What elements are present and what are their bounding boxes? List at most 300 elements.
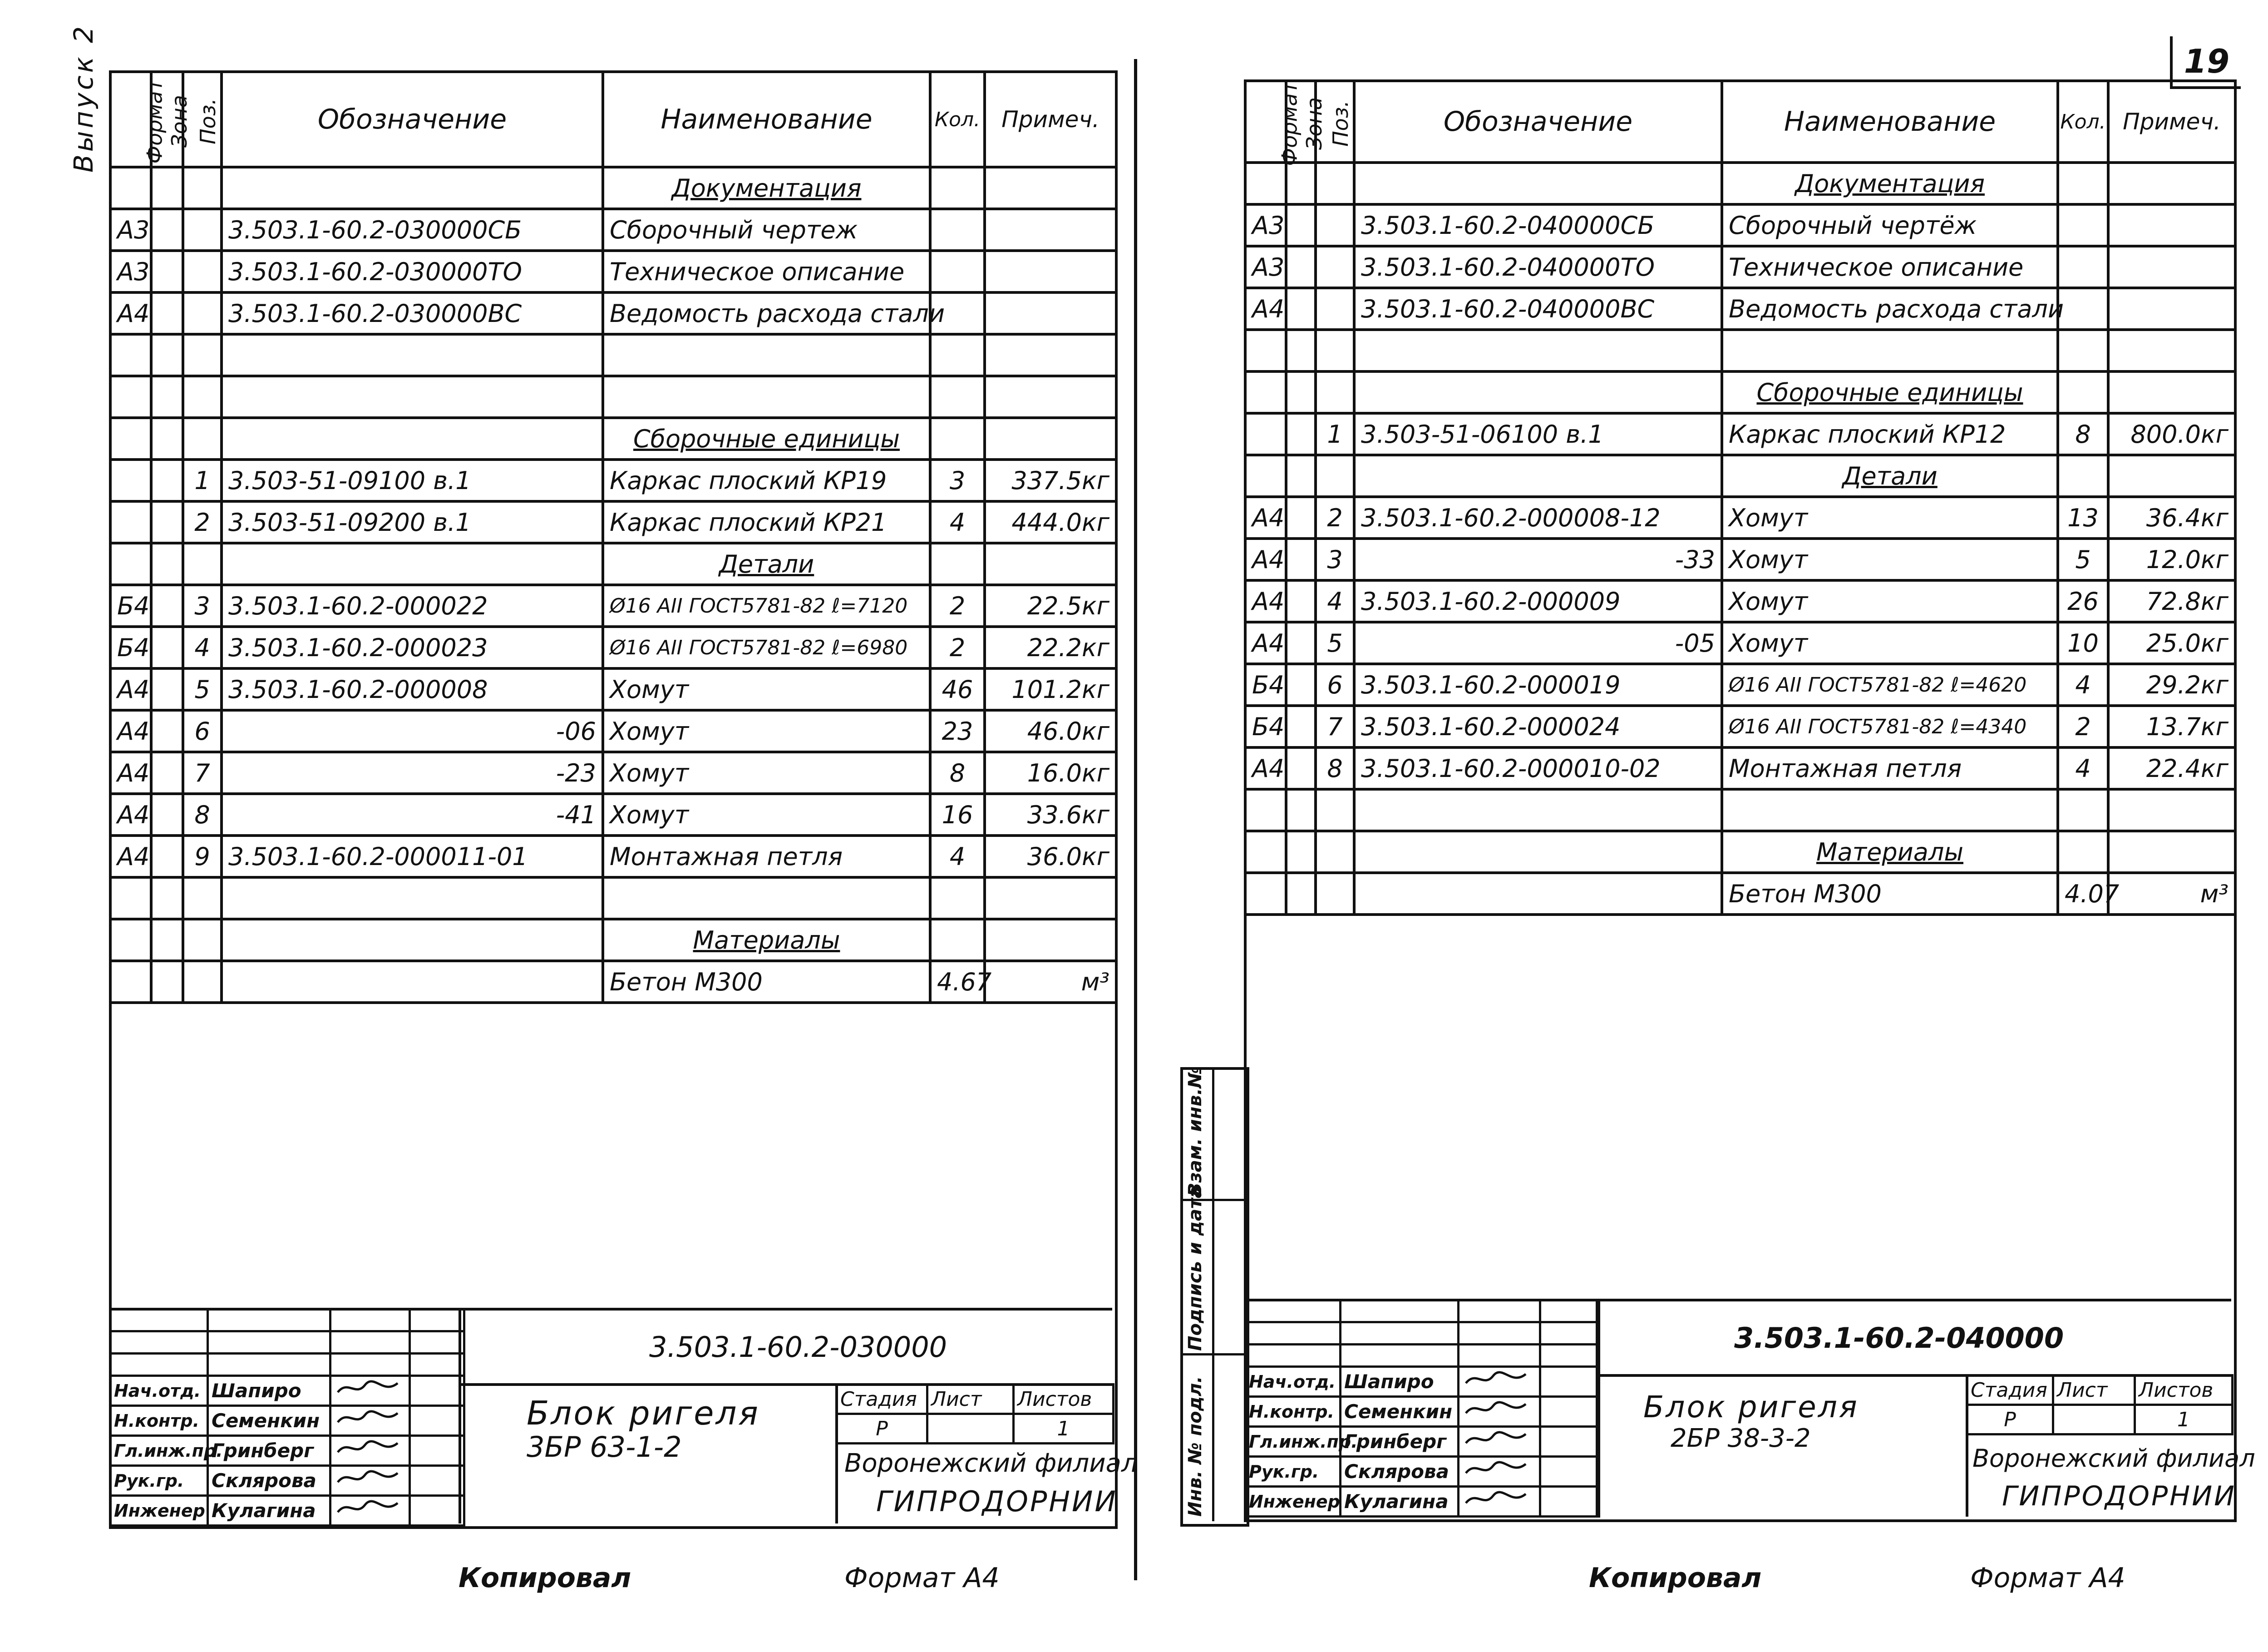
qty-cell: [930, 167, 985, 209]
qty-cell: [930, 251, 985, 292]
zone-cell: [1286, 831, 1316, 873]
format-cell: А4: [1245, 622, 1286, 664]
pos-cell: [183, 251, 222, 292]
spec-row: [110, 794, 1116, 836]
zone-cell: [151, 460, 183, 501]
format-cell: Б4: [1245, 706, 1286, 747]
note-cell: [2108, 204, 2235, 246]
date-cell: [410, 1436, 464, 1466]
note-cell: [985, 292, 1116, 334]
left-org2: ГИПРОДОРНИИ: [876, 1485, 1118, 1518]
spec-row: [1245, 622, 2235, 664]
date-cell: [410, 1406, 464, 1436]
pos-cell: 6: [183, 710, 222, 752]
signature-row: [110, 1466, 464, 1496]
zone-cell: [151, 919, 183, 961]
signature-scribble: [334, 1437, 402, 1459]
zone-cell: [151, 585, 183, 627]
note-cell: [985, 251, 1116, 292]
revision-row: [1245, 1345, 1599, 1367]
qty-cell: [930, 877, 985, 919]
qty-cell: 2: [930, 585, 985, 627]
format-cell: [1245, 330, 1286, 371]
person-name-cell: Гринберг: [1341, 1427, 1459, 1457]
person-name-cell: Семенкин: [208, 1406, 330, 1436]
qty-cell: 3: [930, 460, 985, 501]
name-cell: Монтажная петля: [603, 836, 930, 877]
spec-row: [110, 292, 1116, 334]
zone-cell: [1286, 873, 1316, 915]
right-stage-table: [1966, 1374, 2233, 1435]
stage-value: Р: [1967, 1405, 2053, 1434]
date-cell: [410, 1496, 464, 1526]
header-pos: Поз.: [183, 72, 222, 167]
pos-cell: 6: [1316, 664, 1354, 706]
note-cell: 72.8кг: [2108, 580, 2235, 622]
spec-row: [110, 251, 1116, 292]
note-cell: [985, 209, 1116, 251]
name-cell: Ø16 АII ГОСТ5781-82 ℓ=7120: [603, 585, 930, 627]
zone-cell: [1286, 371, 1316, 413]
designation-cell: [222, 919, 603, 961]
spec-row: [1245, 539, 2235, 580]
qty-cell: 8: [930, 752, 985, 794]
name-cell: Документация: [1722, 163, 2058, 204]
role-cell: Гл.инж.пр.: [1245, 1427, 1341, 1457]
left-title-line2: 3БР 63-1-2: [527, 1430, 682, 1464]
role-cell: Гл.инж.пр.: [110, 1436, 208, 1466]
person-name-cell: Шапиро: [208, 1376, 330, 1406]
format-cell: [110, 334, 151, 376]
left-doc-code: 3.503.1-60.2-030000: [649, 1331, 947, 1364]
qty-cell: [2058, 831, 2108, 873]
sheet-label: Лист: [927, 1385, 1014, 1414]
header-format: Формат: [110, 72, 151, 167]
stamp-divider: [1212, 1067, 1214, 1521]
pos-cell: [183, 543, 222, 585]
revision-cell: [1341, 1300, 1459, 1322]
qty-cell: 4.07: [2058, 873, 2108, 915]
designation-cell: -33: [1354, 539, 1722, 580]
note-cell: 12.0кг: [2108, 539, 2235, 580]
role-cell: Рук.гр.: [1245, 1457, 1341, 1487]
sheets-label: Листов: [1014, 1385, 1114, 1414]
format-cell: А4: [110, 710, 151, 752]
revision-cell: [410, 1331, 464, 1354]
date-cell: [410, 1466, 464, 1496]
revision-cell: [410, 1354, 464, 1376]
role-cell: Инженер: [110, 1496, 208, 1526]
zone-cell: [151, 167, 183, 209]
spec-row: [1245, 873, 2235, 915]
header-note: Примеч.: [2108, 81, 2235, 163]
section-row: [1245, 163, 2235, 204]
revision-cell: [208, 1309, 330, 1331]
left-signatures: [109, 1308, 465, 1527]
zone-cell: [1286, 622, 1316, 664]
qty-cell: 26: [2058, 580, 2108, 622]
note-cell: 22.5кг: [985, 585, 1116, 627]
qty-cell: 4: [2058, 747, 2108, 789]
name-cell: Сборочный чертёж: [1722, 204, 2058, 246]
right-copied: Копировал: [1589, 1562, 1762, 1594]
qty-cell: 2: [2058, 706, 2108, 747]
blank-row: [1245, 330, 2235, 371]
designation-cell: 3.503.1-60.2-040000ВС: [1354, 288, 1722, 330]
zone-cell: [151, 292, 183, 334]
designation-cell: [222, 418, 603, 460]
format-cell: Б4: [110, 585, 151, 627]
designation-cell: 3.503.1-60.2-030000ТО: [222, 251, 603, 292]
pos-cell: [1316, 204, 1354, 246]
name-cell: Ведомость расхода стали: [1722, 288, 2058, 330]
right-spec-table: [1244, 79, 2237, 916]
zone-cell: [151, 251, 183, 292]
header-pos: Поз.: [1316, 81, 1354, 163]
designation-cell: [222, 167, 603, 209]
pos-cell: [1316, 246, 1354, 288]
qty-cell: [2058, 246, 2108, 288]
name-cell: Ø16 АII ГОСТ5781-82 ℓ=4340: [1722, 706, 2058, 747]
designation-cell: 3.503.1-60.2-000009: [1354, 580, 1722, 622]
name-cell: Хомут: [1722, 622, 2058, 664]
name-cell: Каркас плоский КР21: [603, 501, 930, 543]
zone-cell: [151, 877, 183, 919]
revision-row: [1245, 1300, 1599, 1322]
header-qty: Кол.: [930, 72, 985, 167]
designation-cell: 3.503.1-60.2-040000СБ: [1354, 204, 1722, 246]
spec-row: [110, 209, 1116, 251]
pos-cell: [1316, 163, 1354, 204]
spec-row: [110, 460, 1116, 501]
designation-cell: -41: [222, 794, 603, 836]
spec-row: [1245, 246, 2235, 288]
qty-cell: [930, 543, 985, 585]
person-name-cell: Кулагина: [1341, 1487, 1459, 1517]
designation-cell: 3.503-51-09200 в.1: [222, 501, 603, 543]
name-cell: Техническое описание: [603, 251, 930, 292]
designation-cell: 3.503.1-60.2-000022: [222, 585, 603, 627]
spec-row: [110, 752, 1116, 794]
zone-cell: [151, 961, 183, 1003]
stamp-inv-original: Инв. № подл.: [1185, 1376, 1206, 1517]
qty-cell: [2058, 330, 2108, 371]
designation-cell: [1354, 789, 1722, 831]
qty-cell: [2058, 288, 2108, 330]
left-org1: Воронежский филиал: [844, 1449, 1138, 1478]
header-zone: Зона: [1286, 81, 1316, 163]
designation-cell: [1354, 873, 1722, 915]
qty-cell: 46: [930, 668, 985, 710]
format-cell: А3: [1245, 246, 1286, 288]
pos-cell: 3: [1316, 539, 1354, 580]
signature-row: [1245, 1397, 1599, 1427]
pos-cell: [1316, 455, 1354, 497]
signature-scribble: [334, 1497, 402, 1519]
signature-scribble: [334, 1467, 402, 1489]
note-cell: [2108, 789, 2235, 831]
zone-cell: [1286, 747, 1316, 789]
right-title-line2: 2БР 38-3-2: [1671, 1424, 1811, 1453]
spec-row: [110, 627, 1116, 668]
qty-cell: 8: [2058, 413, 2108, 455]
name-cell: Сборочный чертеж: [603, 209, 930, 251]
signature-cell: [1459, 1457, 1540, 1487]
designation-cell: 3.503.1-60.2-000008-12: [1354, 497, 1722, 539]
note-cell: 36.0кг: [985, 836, 1116, 877]
note-cell: 800.0кг: [2108, 413, 2235, 455]
format-cell: [110, 919, 151, 961]
stage-label: Стадия: [1967, 1375, 2053, 1405]
spec-row: [1245, 664, 2235, 706]
pos-cell: [1316, 330, 1354, 371]
section-row: [1245, 455, 2235, 497]
stage-value: Р: [837, 1414, 927, 1444]
format-cell: Б4: [110, 627, 151, 668]
designation-cell: [1354, 455, 1722, 497]
format-cell: [110, 376, 151, 418]
header-name: Наименование: [1722, 81, 2058, 163]
designation-cell: [222, 376, 603, 418]
name-cell: Каркас плоский КР19: [603, 460, 930, 501]
zone-cell: [151, 418, 183, 460]
stage-label: Стадия: [837, 1385, 927, 1414]
pos-cell: 2: [1316, 497, 1354, 539]
pos-cell: [183, 961, 222, 1003]
note-cell: 22.4кг: [2108, 747, 2235, 789]
stamp-signature-date: Подпись и дата: [1185, 1186, 1206, 1351]
format-cell: А3: [1245, 204, 1286, 246]
signature-row: [1245, 1427, 1599, 1457]
note-cell: м³: [985, 961, 1116, 1003]
spec-row: [1245, 747, 2235, 789]
qty-cell: [2058, 204, 2108, 246]
note-cell: [985, 877, 1116, 919]
qty-cell: 16: [930, 794, 985, 836]
note-cell: [2108, 330, 2235, 371]
name-cell: [1722, 789, 2058, 831]
zone-cell: [151, 627, 183, 668]
pos-cell: 7: [1316, 706, 1354, 747]
format-cell: А4: [1245, 497, 1286, 539]
pos-cell: [1316, 288, 1354, 330]
role-cell: Инженер: [1245, 1487, 1341, 1517]
qty-cell: 2: [930, 627, 985, 668]
section-row: [1245, 371, 2235, 413]
pos-cell: [183, 877, 222, 919]
note-cell: [985, 167, 1116, 209]
pos-cell: [1316, 873, 1354, 915]
signature-row: [1245, 1487, 1599, 1517]
section-row: [110, 418, 1116, 460]
format-cell: [1245, 413, 1286, 455]
spec-row: [1245, 288, 2235, 330]
note-cell: 46.0кг: [985, 710, 1116, 752]
revision-cell: [208, 1354, 330, 1376]
name-cell: Каркас плоский КР12: [1722, 413, 2058, 455]
date-cell: [1540, 1367, 1599, 1397]
date-cell: [1540, 1457, 1599, 1487]
signature-row: [110, 1406, 464, 1436]
note-cell: 29.2кг: [2108, 664, 2235, 706]
pos-cell: 5: [183, 668, 222, 710]
zone-cell: [1286, 413, 1316, 455]
header-qty: Кол.: [2058, 81, 2108, 163]
header-format: Формат: [1245, 81, 1286, 163]
format-cell: [1245, 455, 1286, 497]
pos-cell: [183, 376, 222, 418]
revision-cell: [1459, 1300, 1540, 1322]
signature-scribble: [1462, 1398, 1530, 1420]
designation-cell: -05: [1354, 622, 1722, 664]
qty-cell: [930, 376, 985, 418]
right-signatures: [1244, 1299, 1600, 1518]
designation-cell: -06: [222, 710, 603, 752]
revision-cell: [1459, 1322, 1540, 1345]
name-cell: Хомут: [1722, 497, 2058, 539]
designation-cell: 3.503.1-60.2-000011-01: [222, 836, 603, 877]
name-cell: Ø16 АII ГОСТ5781-82 ℓ=4620: [1722, 664, 2058, 706]
name-cell: Детали: [1722, 455, 2058, 497]
pos-cell: [183, 334, 222, 376]
role-cell: Нач.отд.: [1245, 1367, 1341, 1397]
spec-row: [1245, 580, 2235, 622]
section-row: [110, 919, 1116, 961]
signature-scribble: [1462, 1368, 1530, 1390]
zone-cell: [151, 376, 183, 418]
zone-cell: [1286, 455, 1316, 497]
right-doc-code: 3.503.1-60.2-040000: [1734, 1321, 2064, 1355]
format-cell: А4: [110, 752, 151, 794]
qty-cell: [930, 418, 985, 460]
name-cell: Сборочные единицы: [603, 418, 930, 460]
designation-cell: 3.503.1-60.2-000024: [1354, 706, 1722, 747]
zone-cell: [151, 543, 183, 585]
designation-cell: 3.503.1-60.2-030000СБ: [222, 209, 603, 251]
revision-cell: [1245, 1300, 1341, 1322]
note-cell: [985, 543, 1116, 585]
note-cell: 36.4кг: [2108, 497, 2235, 539]
format-cell: [1245, 873, 1286, 915]
zone-cell: [1286, 497, 1316, 539]
revision-row: [110, 1309, 464, 1331]
signature-cell: [1459, 1487, 1540, 1517]
zone-cell: [1286, 163, 1316, 204]
format-cell: [110, 460, 151, 501]
person-name-cell: Семенкин: [1341, 1397, 1459, 1427]
note-cell: [2108, 163, 2235, 204]
format-cell: [110, 543, 151, 585]
name-cell: Материалы: [603, 919, 930, 961]
name-cell: Хомут: [1722, 539, 2058, 580]
revision-cell: [1341, 1345, 1459, 1367]
designation-cell: [222, 877, 603, 919]
format-cell: А4: [110, 292, 151, 334]
designation-cell: [222, 334, 603, 376]
qty-cell: [2058, 371, 2108, 413]
spec-row: [110, 836, 1116, 877]
pos-cell: [183, 209, 222, 251]
pos-cell: 9: [183, 836, 222, 877]
zone-cell: [151, 501, 183, 543]
designation-cell: -23: [222, 752, 603, 794]
designation-cell: [222, 543, 603, 585]
date-cell: [1540, 1397, 1599, 1427]
zone-cell: [151, 794, 183, 836]
right-title-line1: Блок ригеля: [1643, 1390, 1859, 1424]
signature-row: [110, 1496, 464, 1526]
revision-cell: [110, 1331, 208, 1354]
revision-cell: [1540, 1345, 1599, 1367]
name-cell: Техническое описание: [1722, 246, 2058, 288]
revision-cell: [1245, 1322, 1341, 1345]
left-copied: Копировал: [459, 1562, 631, 1594]
zone-cell: [1286, 288, 1316, 330]
revision-row: [1245, 1322, 1599, 1345]
format-cell: А4: [110, 794, 151, 836]
blank-row: [110, 376, 1116, 418]
name-cell: [1722, 330, 2058, 371]
note-cell: 101.2кг: [985, 668, 1116, 710]
pos-cell: 7: [183, 752, 222, 794]
designation-cell: [1354, 330, 1722, 371]
pos-cell: 5: [1316, 622, 1354, 664]
person-name-cell: Гринберг: [208, 1436, 330, 1466]
date-cell: [1540, 1487, 1599, 1517]
signature-scribble: [334, 1407, 402, 1429]
pos-cell: 1: [183, 460, 222, 501]
left-spec-table: [109, 70, 1118, 1004]
signature-cell: [330, 1496, 410, 1526]
format-cell: А4: [110, 836, 151, 877]
format-cell: [110, 877, 151, 919]
designation-cell: 3.503-51-06100 в.1: [1354, 413, 1722, 455]
pos-cell: 8: [183, 794, 222, 836]
name-cell: Хомут: [603, 710, 930, 752]
signature-cell: [1459, 1367, 1540, 1397]
spec-row: [110, 501, 1116, 543]
revision-cell: [330, 1309, 410, 1331]
pos-cell: 4: [1316, 580, 1354, 622]
designation-cell: 3.503-51-09100 в.1: [222, 460, 603, 501]
header-designation: Обозначение: [222, 72, 603, 167]
spec-row: [1245, 204, 2235, 246]
signature-cell: [330, 1406, 410, 1436]
name-cell: [603, 877, 930, 919]
person-name-cell: Кулагина: [208, 1496, 330, 1526]
signature-scribble: [1462, 1488, 1530, 1510]
zone-cell: [151, 209, 183, 251]
note-cell: 13.7кг: [2108, 706, 2235, 747]
revision-cell: [1341, 1322, 1459, 1345]
sheet-label: Лист: [2053, 1375, 2135, 1405]
format-cell: А4: [1245, 747, 1286, 789]
signature-row: [110, 1376, 464, 1406]
note-cell: [2108, 288, 2235, 330]
signature-row: [1245, 1457, 1599, 1487]
designation-cell: 3.503.1-60.2-000023: [222, 627, 603, 668]
signature-scribble: [334, 1377, 402, 1400]
note-cell: [2108, 246, 2235, 288]
format-cell: [1245, 831, 1286, 873]
header-zone: Зона: [151, 72, 183, 167]
pos-cell: [183, 292, 222, 334]
format-cell: А4: [110, 668, 151, 710]
signature-cell: [330, 1466, 410, 1496]
revision-cell: [1540, 1322, 1599, 1345]
qty-cell: [930, 919, 985, 961]
note-cell: [985, 919, 1116, 961]
